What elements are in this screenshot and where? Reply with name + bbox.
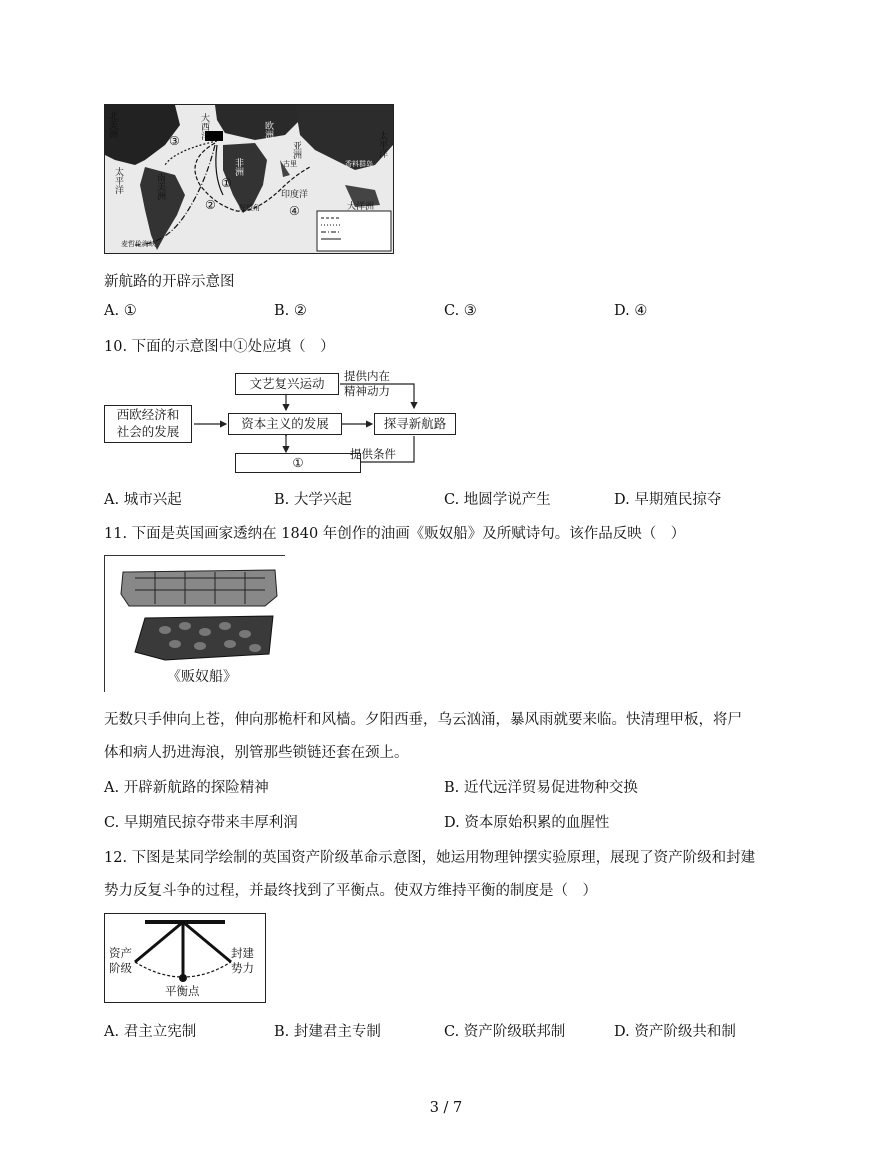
q10-option-c[interactable]: C. 地圆学说产生 (444, 492, 551, 508)
label-north-america: 北美洲 (109, 112, 119, 140)
slave-ship-caption: 《贩奴船》 (167, 669, 237, 685)
page-number: 3 / 7 (429, 1100, 463, 1116)
label-europe: 欧洲 (265, 122, 275, 141)
q12-option-a[interactable]: A. 君主立宪制 (104, 1024, 197, 1040)
label-balance-point: 平衡点 (165, 984, 200, 998)
pendulum-diagram (104, 913, 266, 1003)
label-provide-conditions: 提供条件 (350, 447, 396, 461)
q11-stem: 11. 下面是英国画家透纳在 1840 年创作的油画《贩奴船》及所赋诗句。该作品反映（ ） (104, 526, 686, 542)
box-west-europe (104, 405, 192, 443)
label-spirit-line2: 精神动力 (344, 383, 390, 398)
box-west-europe-line2: 社会的发展 (116, 424, 180, 439)
q12-stem-line1: 12. 下图是某同学绘制的英国资产阶级革命示意图，她运用物理钟摆实验原理，展现了资产阶级和封建 (104, 850, 756, 866)
label-spirit (344, 369, 390, 399)
label-magellan-strait: 麦哲伦海峡 (121, 240, 156, 248)
label-feudal-line2: 势力 (231, 960, 254, 975)
label-feudal (231, 946, 254, 976)
q9-option-a[interactable]: A. ① (104, 303, 137, 319)
label-pacific-left: 太平洋 (115, 168, 125, 196)
q12-option-b[interactable]: B. 封建君主专制 (274, 1024, 381, 1040)
box-explore-routes: 探寻新航路 (374, 413, 456, 435)
box-capitalism: 资本主义的发展 (228, 413, 342, 435)
q12-stem-line2: 势力反复斗争的过程，并最终找到了平衡点。使双方维持平衡的制度是（ ） (104, 883, 597, 899)
label-calicut: 古里 (283, 160, 297, 168)
box-blank-1: ① (235, 453, 361, 473)
label-bourgeoisie-line2: 阶级 (109, 960, 132, 975)
map-drawing (105, 105, 393, 253)
q11-option-c[interactable]: C. 早期殖民掠夺带来丰厚利润 (104, 815, 298, 831)
q12-option-c[interactable]: C. 资产阶级联邦制 (444, 1024, 566, 1040)
q9-option-b[interactable]: B. ② (274, 303, 307, 319)
new-route-map (104, 104, 394, 254)
q11-option-d[interactable]: D. 资本原始积累的血腥性 (444, 815, 610, 831)
q11-option-b[interactable]: B. 近代远洋贸易促进物种交换 (444, 780, 638, 796)
box-west-europe-line1: 西欧经济和 (116, 407, 180, 423)
route-marker-2: ② (205, 198, 216, 212)
label-pacific-right: 太平洋 (379, 132, 389, 160)
q10-option-b[interactable]: B. 大学兴起 (274, 492, 352, 508)
q10-stem: 10. 下面的示意图中①处应填（ ） (104, 339, 335, 355)
q12-option-d[interactable]: D. 资产阶级共和制 (614, 1024, 736, 1040)
label-spice-islands: 香料群岛 (345, 160, 373, 168)
label-africa: 非洲 (235, 159, 245, 178)
label-bourgeoisie (109, 946, 132, 976)
label-indian-ocean: 印度洋 (281, 190, 309, 200)
q10-option-a[interactable]: A. 城市兴起 (104, 492, 182, 508)
route-marker-3: ③ (169, 134, 180, 148)
route-marker-4: ④ (289, 204, 300, 218)
q11-option-a[interactable]: A. 开辟新航路的探险精神 (104, 780, 269, 796)
label-asia: 亚洲 (293, 142, 303, 161)
label-atlantic: 大西洋 (201, 114, 211, 142)
slave-ship-image (104, 555, 285, 692)
box-renaissance: 文艺复兴运动 (235, 373, 339, 395)
label-south-america: 南美洲 (157, 174, 167, 202)
q11-poem-line1: 无数只手伸向上苍，伸向那桅杆和风樯。夕阳西垂，乌云汹涌，暴风雨就要来临。快清理甲板，将尸 (104, 712, 742, 728)
label-spirit-line1: 提供内在 (344, 369, 390, 383)
label-cape: 好望角 (239, 204, 260, 212)
label-feudal-line1: 封建 (231, 946, 254, 960)
q9-option-d[interactable]: D. ④ (614, 303, 648, 319)
q11-poem-line2: 体和病人扔进海浪，别管那些锁链还套在颈上。 (104, 745, 409, 761)
label-bourgeoisie-line1: 资产 (109, 946, 132, 960)
label-oceania: 大洋洲 (347, 202, 375, 212)
map-caption: 新航路的开辟示意图 (104, 274, 235, 290)
q10-option-d[interactable]: D. 早期殖民掠夺 (614, 492, 722, 508)
route-marker-1: ① (221, 176, 232, 190)
q9-option-c[interactable]: C. ③ (444, 303, 477, 319)
